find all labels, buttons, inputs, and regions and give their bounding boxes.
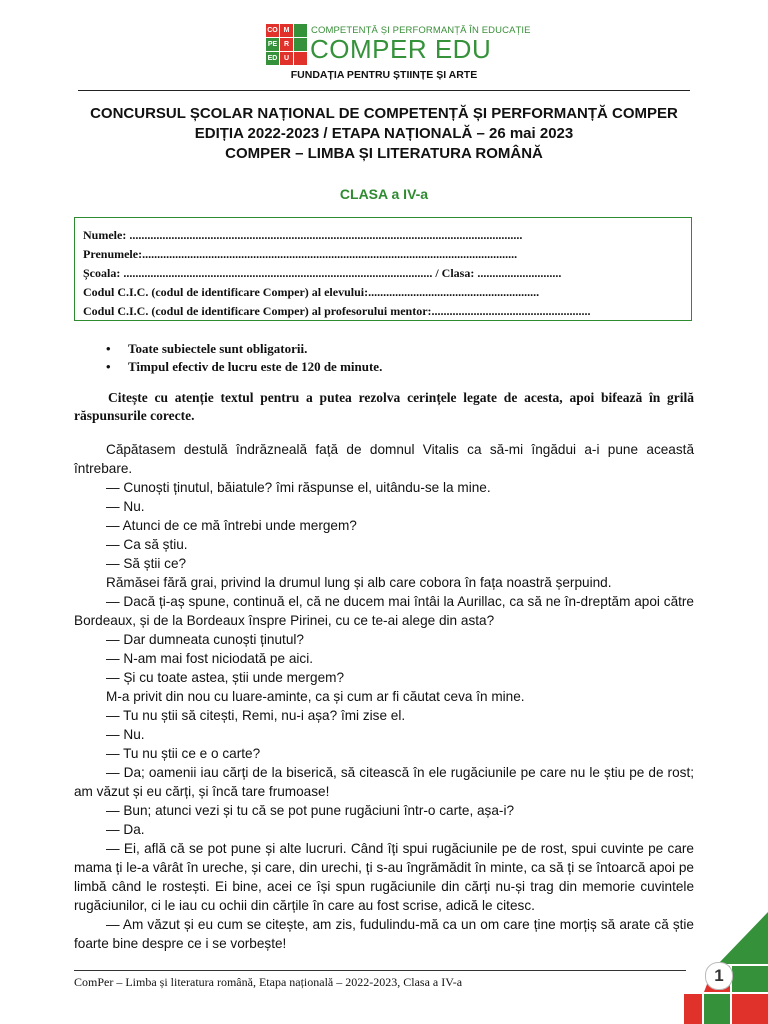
logo-cell: U [280, 52, 293, 65]
passage-paragraph: — Nu. [106, 499, 145, 514]
logo-cell [294, 52, 307, 65]
logo-cell: R [280, 38, 293, 51]
name-field[interactable]: Numele: ................................................................................................................................... [83, 228, 523, 242]
school-class-field[interactable]: Școala: ....................................................................................................... / Clasa: ............................ [83, 266, 562, 280]
passage-paragraph: — Atunci de ce mă întrebi unde mergem? [106, 518, 357, 533]
rule-item: • Toate subiectele sunt obligatorii. [106, 340, 382, 358]
student-code-field[interactable]: Codul C.I.C. (codul de identificare Comper) al elevului:......................................................... [83, 285, 540, 299]
rules-list [106, 340, 382, 376]
passage-paragraph: — Și cu toate astea, știi unde mergem? [106, 670, 345, 685]
passage-paragraph: — Da; oamenii iau cărți de la biserică, să citească în ele rugăciunile pe care nu le știu pe de rost; am văzut și eu cărți, și încă tare frumoase! [74, 765, 694, 799]
teacher-code-field[interactable]: Codul C.I.C. (codul de identificare Comper) al profesorului mentor:..................................................... [83, 304, 591, 318]
passage-paragraph: — Am văzut și eu cum se citește, am zis, fudulindu-mă ca un om care ține morțiș să arate că știe foarte bine despre ce i se vorbește! [74, 917, 694, 951]
passage-paragraph: — Ei, află că se pot pune și alte lucruri. Când îți spui rugăciunile pe de rost, spui cuvinte pe care mama ți le-a vârât în ureche, și care, din urechi, ți s-au îngrămădit în minte, ca să ți se întoarcă apoi pe limbă când le rostești. Ei bine, acei ce își spun rugăciunile din cărți nu-și trag din memorie cuvintele rugăciunilor, ci le iau cu ochii din cărțile în care au fost scrise, adică le citesc. [74, 841, 694, 913]
passage-paragraph: Rămăsei fără grai, privind la drumul lung și alb care cobora în fața noastră șerpuind. [106, 575, 612, 590]
passage-paragraph: — Nu. [106, 727, 145, 742]
logo-grid-icon [266, 24, 306, 64]
header-divider [78, 90, 690, 91]
passage-paragraph: — Tu nu știi să citești, Remi, nu-i așa? îmi zise el. [106, 708, 406, 723]
logo-name: COMPER EDU [310, 34, 492, 64]
logo-cell [294, 24, 307, 37]
footer-text: ComPer – Limba și literatura română, Etapa națională – 2022-2023, Clasa a IV-a [74, 975, 463, 989]
logo-cell: PE [266, 38, 279, 51]
contest-title: CONCURSUL ȘCOLAR NAȚIONAL DE COMPETENȚĂ ȘI PERFORMANȚĂ COMPER [90, 105, 678, 122]
passage-paragraph: — Da. [106, 822, 145, 837]
passage-paragraph: — Ca să știu. [106, 537, 188, 552]
passage-paragraph: — Să știi ce? [106, 556, 187, 571]
passage-paragraph: — Dacă ți-aș spune, continuă el, că ne ducem mai întâi la Aurillac, ca să ne în-dreptăm apoi către Bordeaux, și de la Bordeaux înspre Pirinei, cu ce te-ai alege din asta? [74, 594, 694, 628]
edition-title: EDIȚIA 2022-2023 / ETAPA NAȚIONALĂ – 26 mai 2023 [194, 125, 574, 142]
passage-paragraph: Căpătasem destulă îndrăzneală față de domnul Vitalis ca să-mi îngădui a-i pune această întrebare. [74, 442, 694, 476]
rule-item: • Timpul efectiv de lucru este de 120 de minute. [106, 358, 382, 376]
class-title: CLASA a IV-a [339, 186, 429, 202]
passage-paragraph: — Bun; atunci vezi și tu că se pot pune rugăciuni într-o carte, așa-i? [106, 803, 515, 818]
corner-decoration-icon [680, 880, 768, 1024]
logo-cell: ED [266, 52, 279, 65]
reading-passage [74, 440, 694, 953]
instruction-text: Citește cu atenție textul pentru a putea rezolva cerințele legate de acesta, apoi bifează în grilă răspunsurile corecte. [74, 390, 694, 423]
subject-title: COMPER – LIMBA ȘI LITERATURA ROMÂNĂ [225, 145, 543, 162]
comper-logo [266, 24, 531, 64]
passage-paragraph: — Tu nu știi ce e o carte? [106, 746, 261, 761]
passage-paragraph: — Dar dumneata cunoști ținutul? [106, 632, 304, 647]
passage-paragraph: — Cunoști ținutul, băiatule? îmi răspunse el, uitându-se la mine. [106, 480, 491, 495]
logo-tagline: COMPETENȚĂ ȘI PERFORMANȚĂ ÎN EDUCAȚIE [311, 25, 531, 36]
logo-cell [294, 38, 307, 51]
logo-cell: M [280, 24, 293, 37]
footer-divider [74, 970, 686, 971]
foundation-name: FUNDAȚIA PENTRU ȘTIINȚE ȘI ARTE [290, 69, 478, 81]
logo-cell: CO [266, 24, 279, 37]
passage-paragraph: M-a privit din nou cu luare-aminte, ca și cum ar fi căutat ceva în mine. [106, 689, 525, 704]
first-name-field[interactable]: Prenumele:............................................................................................................................. [83, 247, 518, 261]
student-info-box [74, 217, 692, 321]
passage-paragraph: — N-am mai fost niciodată pe aici. [106, 651, 314, 666]
page-number: 1 [705, 962, 733, 990]
